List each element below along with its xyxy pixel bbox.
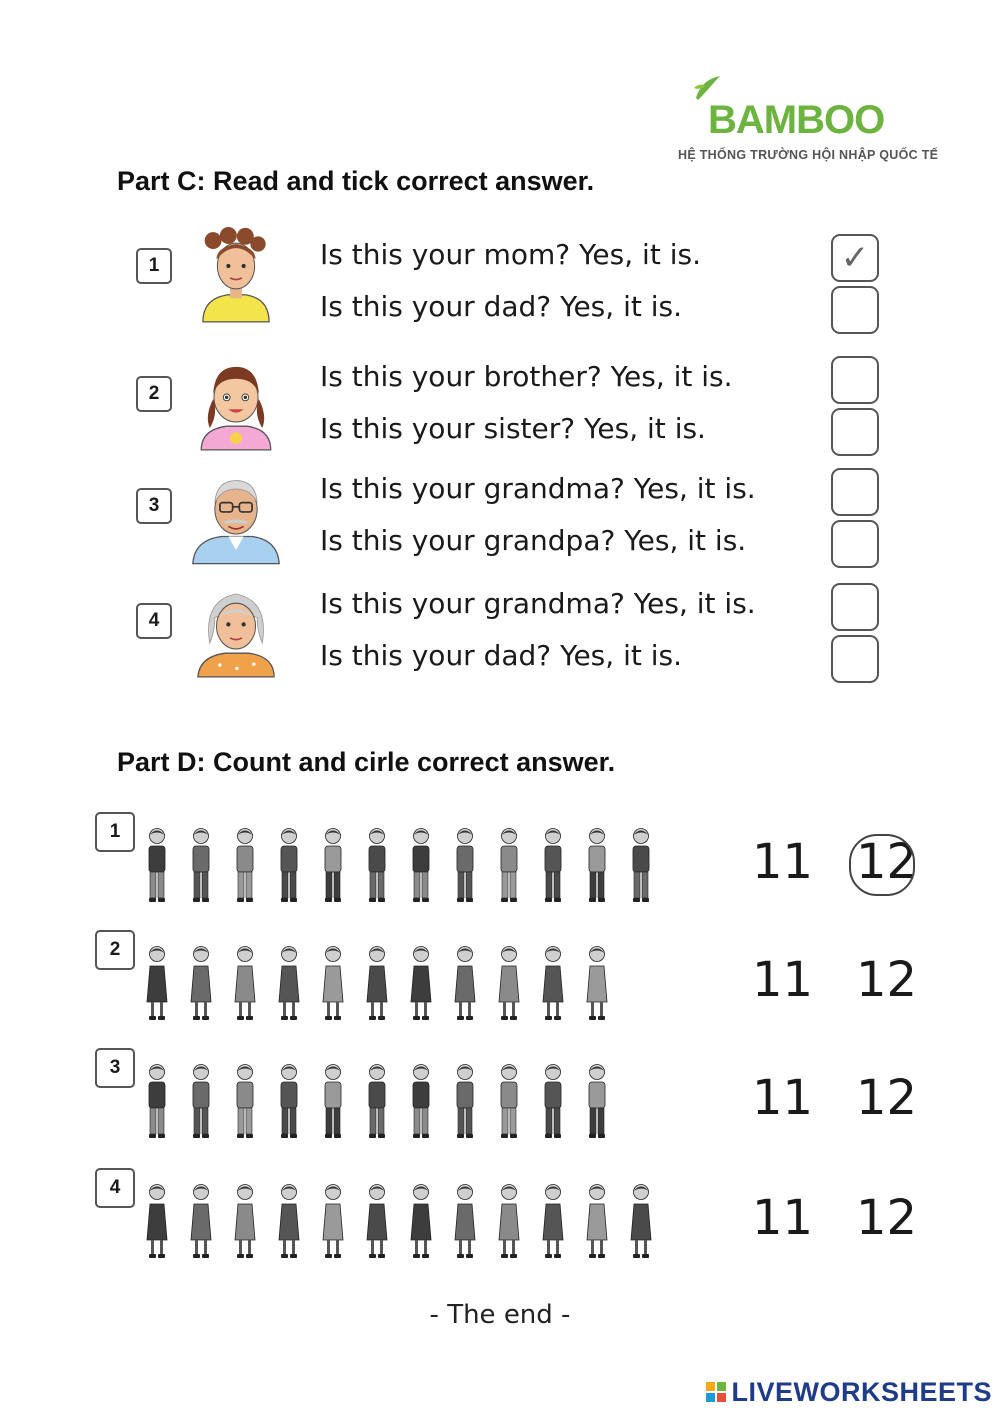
person-figure [144, 944, 170, 1026]
person-figure [144, 1182, 170, 1264]
tick-checkbox[interactable] [831, 468, 879, 516]
row-number: 2 [95, 930, 135, 970]
count-choice[interactable]: 11 [752, 952, 814, 1008]
person-figure [364, 944, 390, 1026]
answer-option-text: Is this your dad? Yes, it is. [320, 290, 682, 323]
person-figure [452, 1182, 478, 1264]
person-figure [584, 1062, 610, 1144]
person-figure [540, 826, 566, 908]
liveworksheets-text: LIVEWORKSHEETS [731, 1376, 992, 1407]
person-figure [496, 1062, 522, 1144]
question-number: 4 [136, 603, 172, 639]
row-number: 4 [95, 1168, 135, 1208]
tick-checkbox[interactable] [831, 286, 879, 334]
count-choice[interactable]: 11 [752, 1070, 814, 1126]
answer-option-text: Is this your grandpa? Yes, it is. [320, 524, 747, 557]
person-figure [364, 826, 390, 908]
count-choice[interactable]: 12 [856, 1070, 918, 1126]
part-c-title: Part C: Read and tick correct answer. [117, 166, 595, 196]
tick-checkbox[interactable] [831, 408, 879, 456]
person-figure [452, 1062, 478, 1144]
bamboo-logo [678, 72, 940, 172]
person-figure [364, 1062, 390, 1144]
person-figure [540, 1062, 566, 1144]
answer-option-text: Is this your brother? Yes, it is. [320, 360, 733, 393]
answer-option-text: Is this your grandma? Yes, it is. [320, 472, 756, 505]
count-choice[interactable]: 12 [856, 952, 918, 1008]
person-figure [408, 944, 434, 1026]
portrait-image [186, 220, 286, 338]
person-figure [320, 1062, 346, 1144]
person-figure [584, 826, 610, 908]
answer-option-text: Is this your dad? Yes, it is. [320, 639, 682, 672]
person-figure [452, 944, 478, 1026]
person-figure [496, 1182, 522, 1264]
row-number: 1 [95, 812, 135, 852]
person-figure [188, 1062, 214, 1144]
row-number: 3 [95, 1048, 135, 1088]
person-figure [628, 826, 654, 908]
question-number: 2 [136, 376, 172, 412]
logo-tagline: HỆ THỐNG TRƯỜNG HỘI NHẬP QUỐC TẾ [678, 148, 939, 162]
person-figure [408, 826, 434, 908]
tick-checkbox[interactable] [831, 356, 879, 404]
answer-option-text: Is this your mom? Yes, it is. [320, 238, 701, 271]
person-figure [408, 1062, 434, 1144]
person-figure [144, 1062, 170, 1144]
person-figure [496, 826, 522, 908]
answer-circle [849, 834, 918, 896]
person-figure [188, 1182, 214, 1264]
person-figure [188, 944, 214, 1026]
person-figure [408, 1182, 434, 1264]
person-figure [540, 1182, 566, 1264]
person-figure [452, 826, 478, 908]
question-number: 3 [136, 488, 172, 524]
tick-checkbox[interactable] [831, 234, 879, 282]
count-choice[interactable]: 11 [752, 834, 814, 890]
tick-checkbox[interactable] [831, 583, 879, 631]
check-icon: ✓ [840, 238, 870, 278]
answer-option-text: Is this your grandma? Yes, it is. [320, 587, 756, 620]
question-number: 1 [136, 248, 172, 284]
tick-checkbox[interactable] [831, 520, 879, 568]
person-figure [320, 826, 346, 908]
the-end-text: - The end - [429, 1300, 571, 1330]
person-figure [584, 944, 610, 1026]
logo-word: BAMBOO [708, 98, 885, 142]
liveworksheets-icon [706, 1382, 726, 1402]
person-figure [540, 944, 566, 1026]
person-figure [276, 944, 302, 1026]
person-figure [276, 1062, 302, 1144]
person-figure [232, 1062, 258, 1144]
person-figure [232, 1182, 258, 1264]
portrait-image [186, 348, 286, 466]
person-figure [496, 944, 522, 1026]
person-figure [320, 944, 346, 1026]
count-choice[interactable]: 11 [752, 1190, 814, 1246]
person-figure [232, 944, 258, 1026]
portrait-image [186, 460, 286, 578]
count-choice[interactable]: 12 [856, 1190, 918, 1246]
part-d-title: Part D: Count and cirle correct answer. [117, 747, 616, 777]
answer-option-text: Is this your sister? Yes, it is. [320, 412, 706, 445]
person-figure [232, 826, 258, 908]
person-figure [276, 826, 302, 908]
person-figure [276, 1182, 302, 1264]
person-figure [584, 1182, 610, 1264]
person-figure [188, 826, 214, 908]
person-figure [144, 826, 170, 908]
person-figure [628, 1182, 654, 1264]
tick-checkbox[interactable] [831, 635, 879, 683]
person-figure [364, 1182, 390, 1264]
portrait-image [186, 575, 286, 693]
liveworksheets-brand [706, 1376, 992, 1408]
count-choice[interactable]: 12 [856, 834, 918, 890]
person-figure [320, 1182, 346, 1264]
